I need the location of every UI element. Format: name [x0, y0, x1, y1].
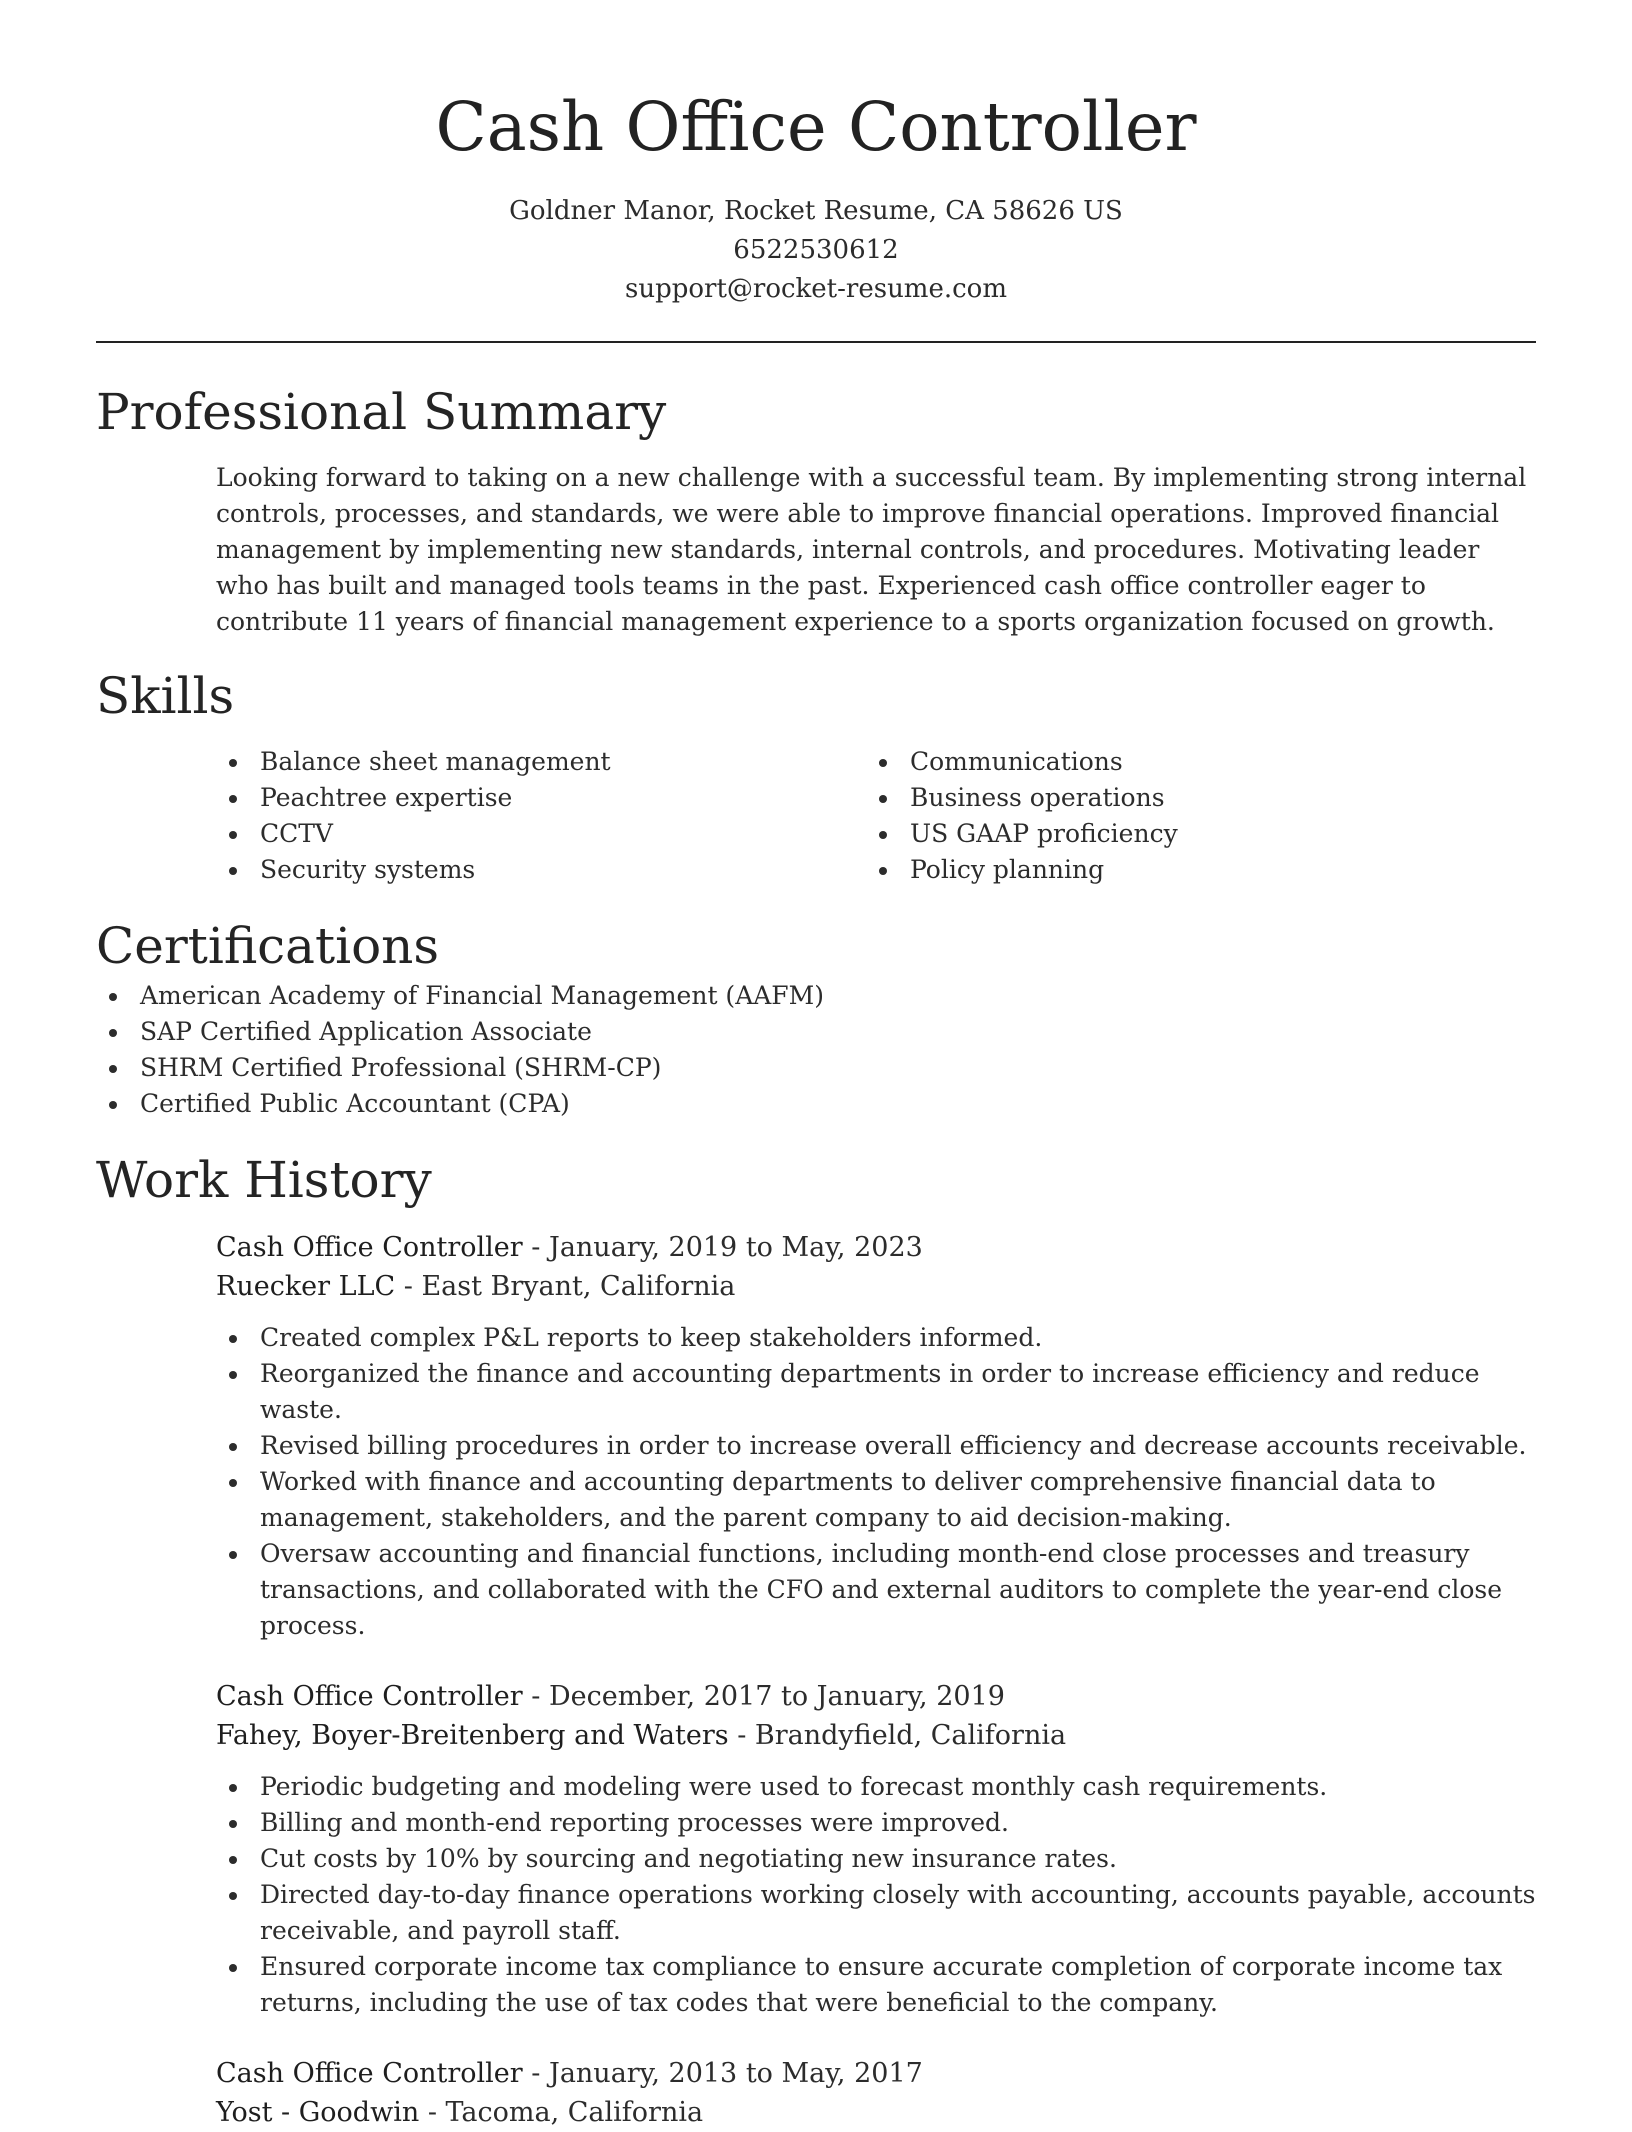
job-company-line	[216, 1716, 1536, 1755]
job-location: - Brandyfield, California	[728, 1720, 1067, 1751]
certification-item: SAP Certified Application Associate	[96, 1014, 1536, 1050]
job-bullet: Worked with finance and accounting departments to deliver comprehensive financial data to management, stakeholders, and the parent company to aid decision-making.	[216, 1464, 1536, 1536]
skills-list-right	[866, 744, 1516, 888]
job-bullet: Directed day-to-day finance operations working closely with accounting, accounts payable, accounts receivable, and payroll staff.	[216, 1877, 1536, 1949]
certification-item: SHRM Certified Professional (SHRM-CP)	[96, 1050, 1536, 1086]
job-entry	[216, 2054, 1536, 2132]
skills-list-left	[216, 744, 866, 888]
skills-section	[96, 664, 1536, 888]
job-role: Cash Office Controller	[216, 2058, 523, 2089]
job-company: Yost - Goodwin	[216, 2097, 420, 2128]
certifications-list	[96, 978, 1536, 1122]
summary-title: Professional Summary	[96, 383, 667, 441]
resume-body	[96, 380, 1536, 2132]
job-dates: - January, 2013 to May, 2017	[522, 2058, 923, 2089]
skill-item: CCTV	[216, 816, 866, 852]
header-divider	[96, 341, 1536, 343]
phone-text: 6522530612	[733, 235, 899, 265]
job-company: Ruecker LLC	[216, 1271, 396, 1302]
job-bullets	[216, 1320, 1536, 1644]
job-title-line	[216, 2054, 1536, 2093]
skill-item: Peachtree expertise	[216, 780, 866, 816]
skill-item: Business operations	[866, 780, 1516, 816]
skill-item: Security systems	[216, 852, 866, 888]
certifications-title: Certifications	[96, 917, 440, 975]
summary-section	[96, 380, 1536, 640]
resume-header	[0, 0, 1632, 309]
job-company: Fahey, Boyer-Breitenberg and Waters	[216, 1720, 729, 1751]
certification-item: American Academy of Financial Management (AAFM)	[96, 978, 1536, 1014]
candidate-name: Cash Office Controller	[435, 88, 1197, 166]
job-title-line	[216, 1677, 1536, 1716]
job-title-line	[216, 1228, 1536, 1267]
skill-item: Balance sheet management	[216, 744, 866, 780]
job-bullet: Reorganized the finance and accounting departments in order to increase efficiency and reduce waste.	[216, 1356, 1536, 1428]
skill-item: Policy planning	[866, 852, 1516, 888]
job-bullet: Ensured corporate income tax compliance to ensure accurate completion of corporate income tax returns, including the use of tax codes that were beneficial to the company.	[216, 1949, 1536, 2021]
work-history-title: Work History	[96, 1151, 432, 1209]
job-bullet: Oversaw accounting and financial functions, including month-end close processes and treasury transactions, and collaborated with the CFO and external auditors to complete the year-end close process.	[216, 1536, 1536, 1644]
address-text: Goldner Manor, Rocket Resume, CA 58626 US	[509, 196, 1123, 226]
certifications-section	[96, 914, 1536, 1122]
summary-text: Looking forward to taking on a new challenge with a successful team. By implementing strong internal controls, processes, and standards, we were able to improve financial operations. Improved financial management by implementing new standards, internal controls, and procedures. Motivating leader who has built and managed tools teams in the past. Experienced cash office controller eager to contribute 11 years of financial management experience to a sports organization focused on growth.	[216, 463, 1527, 636]
certification-item: Certified Public Accountant (CPA)	[96, 1086, 1536, 1122]
job-bullet: Cut costs by 10% by sourcing and negotiating new insurance rates.	[216, 1841, 1536, 1877]
job-bullet: Billing and month-end reporting processes were improved.	[216, 1805, 1536, 1841]
work-history-section	[96, 1148, 1536, 2132]
skill-item: US GAAP proficiency	[866, 816, 1516, 852]
skills-columns	[216, 744, 1536, 888]
job-dates: - January, 2019 to May, 2023	[522, 1232, 923, 1263]
job-entry	[216, 1677, 1536, 2021]
email-text: support@rocket-resume.com	[624, 274, 1007, 304]
job-bullet: Created complex P&L reports to keep stakeholders informed.	[216, 1320, 1536, 1356]
skill-item: Communications	[866, 744, 1516, 780]
job-entry	[216, 1228, 1536, 1644]
job-bullet: Revised billing procedures in order to increase overall efficiency and decrease accounts receivable.	[216, 1428, 1536, 1464]
job-company-line	[216, 2093, 1536, 2132]
job-dates: - December, 2017 to January, 2019	[522, 1681, 1005, 1712]
job-location: - East Bryant, California	[395, 1271, 736, 1302]
skills-title: Skills	[96, 667, 235, 725]
job-location: - Tacoma, California	[419, 2097, 704, 2128]
contact-info	[0, 192, 1632, 309]
job-bullet: Periodic budgeting and modeling were used to forecast monthly cash requirements.	[216, 1769, 1536, 1805]
job-role: Cash Office Controller	[216, 1232, 523, 1263]
job-role: Cash Office Controller	[216, 1681, 523, 1712]
job-company-line	[216, 1267, 1536, 1306]
job-bullets	[216, 1769, 1536, 2021]
